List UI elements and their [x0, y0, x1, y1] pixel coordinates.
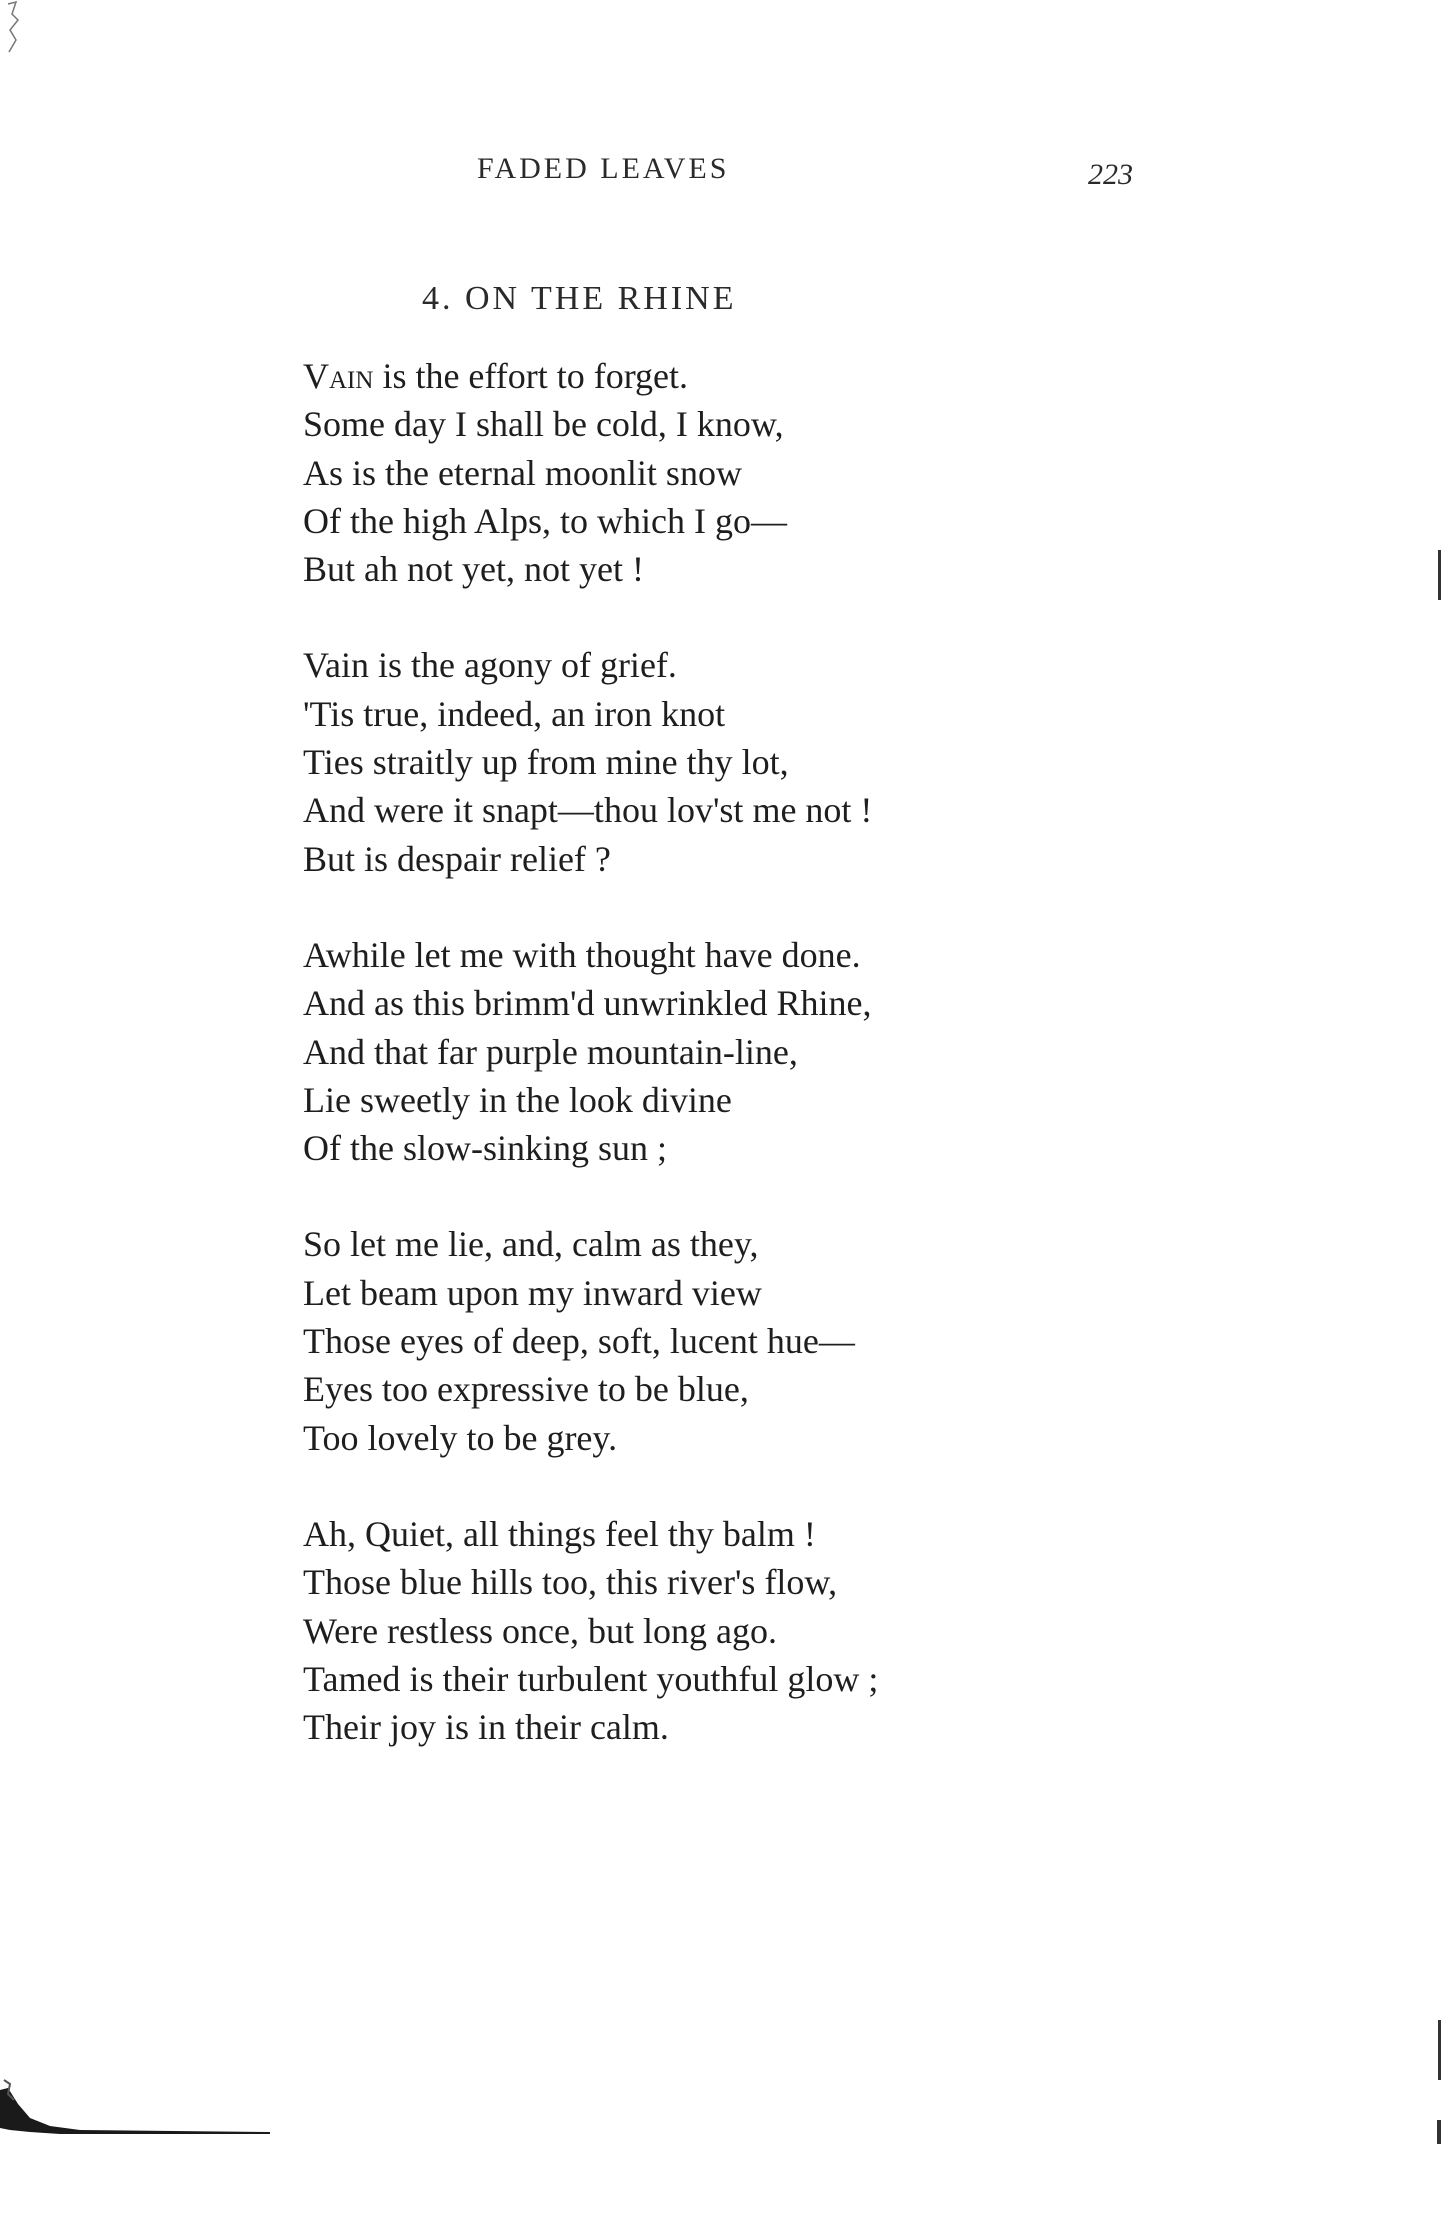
scan-corner-artifact — [6, 0, 28, 60]
poem-line: Some day I shall be cold, I know, — [303, 404, 784, 445]
scan-edge-mark — [1437, 2120, 1441, 2144]
poem-line: Of the high Alps, to which I go— — [303, 500, 787, 541]
scan-edge-mark — [1438, 550, 1441, 600]
poem-line: And as this brimm'd unwrinkled Rhine, — [303, 983, 872, 1024]
poem-line: Eyes too expressive to be blue, — [303, 1369, 749, 1410]
poem-line: But is despair relief ? — [303, 838, 611, 879]
poem-line: Tamed is their turbulent youthful glow ; — [303, 1658, 879, 1699]
poem-line: 'Tis true, indeed, an iron knot — [303, 693, 726, 734]
poem-line: Let beam upon my inward view — [303, 1272, 762, 1313]
stanza-4 — [303, 1220, 1063, 1461]
poem-line: Ah, Quiet, all things feel thy balm ! — [303, 1513, 816, 1554]
stanza-1 — [303, 352, 1063, 593]
page-number: 223 — [1088, 158, 1133, 191]
poem-line: And were it snapt—thou lov'st me not ! — [303, 790, 873, 831]
stanza-2 — [303, 641, 1063, 882]
poem-line: Those eyes of deep, soft, lucent hue— — [303, 1321, 855, 1362]
poem-line: As is the eternal moonlit snow — [303, 452, 742, 493]
poem-line: But ah not yet, not yet ! — [303, 549, 644, 590]
poem-line: Ties straitly up from mine thy lot, — [303, 742, 789, 783]
scan-edge-mark — [1438, 2020, 1441, 2080]
poem-line: Too lovely to be grey. — [303, 1417, 618, 1458]
poem-line: Awhile let me with thought have done. — [303, 934, 861, 975]
running-title: FADED LEAVES — [477, 152, 730, 185]
poem-line — [303, 352, 1063, 400]
poem-line: Those blue hills too, this river's flow, — [303, 1562, 838, 1603]
poem-title: 4. ON THE RHINE — [422, 280, 737, 317]
poem-line: Were restless once, but long ago. — [303, 1610, 777, 1651]
poem-body — [303, 352, 1063, 1799]
poem-line: Vain is the agony of grief. — [303, 645, 677, 686]
stanza-3 — [303, 931, 1063, 1172]
poem-line: Of the slow-sinking sun ; — [303, 1128, 667, 1169]
poem-line: So let me lie, and, calm as they, — [303, 1224, 759, 1265]
poem-line: Lie sweetly in the look divine — [303, 1079, 732, 1120]
stanza-5 — [303, 1510, 1063, 1751]
scan-shadow-artifact — [0, 2060, 270, 2140]
line-text: is the effort to forget. — [373, 356, 689, 396]
drop-word: Vain — [303, 356, 374, 396]
poem-line: Their joy is in their calm. — [303, 1707, 669, 1748]
poem-line: And that far purple mountain-line, — [303, 1031, 798, 1072]
